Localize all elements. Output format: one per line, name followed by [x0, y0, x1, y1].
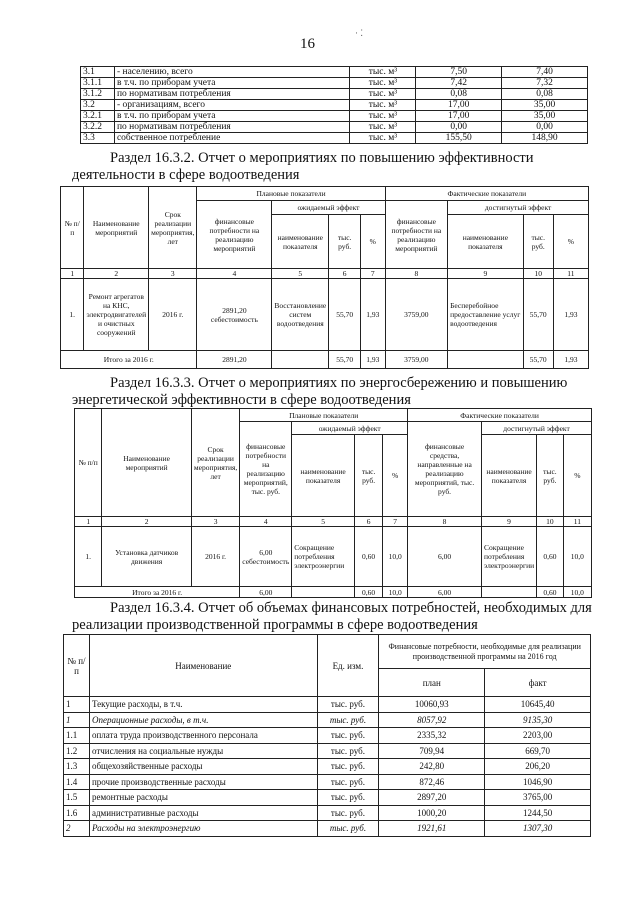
total-exp-pct: 10,0 — [383, 587, 408, 598]
header-num: № п/п — [61, 187, 84, 269]
row-name: собственное потребление — [114, 133, 349, 144]
column-number: 3 — [149, 269, 197, 279]
row-name: в т.ч. по приборам учета — [114, 78, 349, 89]
header-rub: тыс. руб. — [537, 435, 564, 517]
column-number: 7 — [383, 517, 408, 527]
row-fact: 10645,40 — [485, 697, 591, 713]
header-fin-plan: финансовые потребности на реализацию мероприятий — [197, 201, 272, 269]
total-fin-plan: 6,00 — [240, 587, 292, 598]
row-term: 2016 г. — [149, 279, 197, 351]
row-fact: 9135,30 — [485, 712, 591, 728]
row-code: 1.6 — [64, 805, 90, 821]
row-num: 1. — [61, 279, 84, 351]
row-fact: 1046,90 — [485, 774, 591, 790]
row-unit: тыс. руб. — [317, 774, 379, 790]
row-value-2: 0,08 — [502, 89, 588, 100]
total-ach-rub: 0,60 — [537, 587, 564, 598]
header-pct: % — [383, 435, 408, 517]
column-number: 9 — [482, 517, 537, 527]
row-value-2: 7,40 — [502, 67, 588, 78]
row-exp-rub: 0,60 — [354, 527, 382, 587]
row-code: 3.1 — [81, 67, 115, 78]
column-number: 4 — [197, 269, 272, 279]
header-achieved: достигнутый эффект — [448, 201, 589, 215]
row-value-1: 0,08 — [416, 89, 502, 100]
total-row — [75, 587, 592, 598]
table-row — [81, 133, 588, 144]
row-name: прочие производственные расходы — [89, 774, 317, 790]
page-number: 16 — [300, 36, 315, 52]
row-name: по нормативам потребления — [114, 122, 349, 133]
row-value-2: 7,32 — [502, 78, 588, 89]
row-plan: 8057,92 — [379, 712, 485, 728]
header-ind-name: наименование показателя — [482, 435, 537, 517]
column-number: 4 — [240, 517, 292, 527]
header-fin-fact: финансовые потребности на реализацию мероприятий — [385, 201, 448, 269]
energy-saving-table — [74, 408, 592, 598]
row-exp-name: Сокращение потребления электроэнергии — [292, 527, 355, 587]
table-row — [64, 743, 591, 759]
row-unit: тыс. м³ — [350, 133, 416, 144]
row-code: 1 — [64, 712, 90, 728]
header-name: Наименование мероприятий — [84, 187, 149, 269]
row-code: 1.4 — [64, 774, 90, 790]
table-row — [81, 111, 588, 122]
row-unit: тыс. м³ — [350, 122, 416, 133]
section-title-16-3-3: Раздел 16.3.3. Отчет о мероприятиях по энергосбережению и повышению энергетической эффективности в сфере водоотведения — [72, 375, 568, 408]
row-ach-pct: 1,93 — [553, 279, 588, 351]
column-number: 9 — [448, 269, 524, 279]
total-exp-rub: 0,60 — [354, 587, 382, 598]
column-number: 3 — [191, 517, 239, 527]
total-row — [61, 351, 589, 369]
row-name: - организациям, всего — [114, 100, 349, 111]
header-expected: ожидаемый эффект — [272, 201, 385, 215]
header-fin-plan: финансовые потребности на реализацию мероприятий, тыс. руб. — [240, 422, 292, 517]
row-value-1: 17,00 — [416, 111, 502, 122]
header-fin-fact: финансовые средства, направленные на реализацию мероприятий, тыс. руб. — [408, 422, 482, 517]
column-number: 1 — [61, 269, 84, 279]
row-fin-plan: 6,00 себестоимость — [240, 527, 292, 587]
row-plan: 709,94 — [379, 743, 485, 759]
header-plan: Плановые показатели — [197, 187, 385, 201]
row-ach-pct: 10,0 — [563, 527, 591, 587]
total-exp-rub: 55,70 — [329, 351, 361, 369]
header-term: Срок реализации мероприятия, лет — [149, 187, 197, 269]
table-row — [61, 279, 589, 351]
table-row — [81, 78, 588, 89]
total-ach-rub: 55,70 — [523, 351, 553, 369]
row-unit: тыс. руб. — [317, 728, 379, 744]
row-code: 3.2.1 — [81, 111, 115, 122]
row-code: 1.2 — [64, 743, 90, 759]
row-name: административные расходы — [89, 805, 317, 821]
row-term: 2016 г. — [191, 527, 239, 587]
row-plan: 242,80 — [379, 759, 485, 775]
row-value-1: 7,42 — [416, 78, 502, 89]
row-fact: 3765,00 — [485, 790, 591, 806]
table-row — [81, 67, 588, 78]
header-ind-name: наименование показателя — [292, 435, 355, 517]
row-name: по нормативам потребления — [114, 89, 349, 100]
row-exp-pct: 1,93 — [361, 279, 386, 351]
row-value-2: 0,00 — [502, 122, 588, 133]
header-fact: Фактические показатели — [408, 409, 592, 422]
row-code: 1.5 — [64, 790, 90, 806]
row-exp-rub: 55,70 — [329, 279, 361, 351]
header-rub: тыс. руб. — [329, 215, 361, 269]
header-fact: факт — [485, 669, 591, 697]
row-code: 3.3 — [81, 133, 115, 144]
efficiency-table — [60, 186, 589, 369]
total-fin-fact: 3759,00 — [385, 351, 448, 369]
row-unit: тыс. руб. — [317, 759, 379, 775]
table-row — [81, 100, 588, 111]
row-plan: 872,46 — [379, 774, 485, 790]
column-number: 2 — [84, 269, 149, 279]
header-name: Наименование — [89, 635, 317, 697]
column-number: 11 — [563, 517, 591, 527]
header-name: Наименование мероприятий — [102, 409, 192, 517]
header-fact: Фактические показатели — [385, 187, 588, 201]
row-unit: тыс. руб. — [317, 821, 379, 837]
column-number: 10 — [523, 269, 553, 279]
table-row — [81, 122, 588, 133]
row-unit: тыс. м³ — [350, 78, 416, 89]
table-row — [64, 821, 591, 837]
row-name: в т.ч. по приборам учета — [114, 111, 349, 122]
column-number: 7 — [361, 269, 386, 279]
top-table — [80, 66, 588, 144]
header-ind-name: наименование показателя — [448, 215, 524, 269]
row-fact: 669,70 — [485, 743, 591, 759]
row-code: 2 — [64, 821, 90, 837]
section-title-16-3-2: Раздел 16.3.2. Отчет о мероприятиях по повышению эффективности деятельности в сфере водоотведения — [72, 150, 534, 183]
row-value-1: 155,50 — [416, 133, 502, 144]
row-plan: 10060,93 — [379, 697, 485, 713]
column-number: 6 — [329, 269, 361, 279]
column-number: 11 — [553, 269, 588, 279]
row-unit: тыс. руб. — [317, 697, 379, 713]
row-fin-fact: 3759,00 — [385, 279, 448, 351]
row-plan: 2897,20 — [379, 790, 485, 806]
row-exp-pct: 10,0 — [383, 527, 408, 587]
row-name: Операционные расходы, в т.ч. — [89, 712, 317, 728]
header-plan: план — [379, 669, 485, 697]
row-code: 1.1 — [64, 728, 90, 744]
header-num: № п/п — [64, 635, 90, 697]
row-code: 3.1.2 — [81, 89, 115, 100]
row-value-2: 35,00 — [502, 100, 588, 111]
row-unit: тыс. м³ — [350, 67, 416, 78]
header-pct: % — [563, 435, 591, 517]
header-pct: % — [553, 215, 588, 269]
row-fact: 1307,30 — [485, 821, 591, 837]
row-value-2: 35,00 — [502, 111, 588, 122]
table-row — [64, 774, 591, 790]
table-row — [64, 712, 591, 728]
row-name: Текущие расходы, в т.ч. — [89, 697, 317, 713]
row-fact: 1244,50 — [485, 805, 591, 821]
row-ach-rub: 0,60 — [537, 527, 564, 587]
row-name: - населению, всего — [114, 67, 349, 78]
row-fin-fact: 6,00 — [408, 527, 482, 587]
row-unit: тыс. м³ — [350, 100, 416, 111]
table-row — [81, 89, 588, 100]
table-row — [64, 728, 591, 744]
column-number: 5 — [272, 269, 329, 279]
row-code: 3.2 — [81, 100, 115, 111]
row-code: 3.1.1 — [81, 78, 115, 89]
column-number: 8 — [408, 517, 482, 527]
row-fin-plan: 2891,20 себестоимость — [197, 279, 272, 351]
row-unit: тыс. руб. — [317, 743, 379, 759]
row-fact: 2203,00 — [485, 728, 591, 744]
header-rub: тыс. руб. — [354, 435, 382, 517]
row-fact: 206,20 — [485, 759, 591, 775]
column-number: 1 — [75, 517, 102, 527]
row-plan: 1000,20 — [379, 805, 485, 821]
row-unit: тыс. руб. — [317, 712, 379, 728]
header-expected: ожидаемый эффект — [292, 422, 408, 435]
row-num: 1. — [75, 527, 102, 587]
table-row — [64, 790, 591, 806]
total-ach-pct: 10,0 — [563, 587, 591, 598]
row-name: Установка датчиков движения — [102, 527, 192, 587]
total-ach-pct: 1,93 — [553, 351, 588, 369]
row-code: 1.3 — [64, 759, 90, 775]
scan-mark: · ⁚ — [355, 28, 364, 38]
header-num: № п/п — [75, 409, 102, 517]
table-row — [64, 759, 591, 775]
header-pct: % — [361, 215, 386, 269]
row-exp-name: Восстановление систем водоотведения — [272, 279, 329, 351]
column-number: 5 — [292, 517, 355, 527]
row-name: Ремонт агрегатов на КНС, электродвигателей и очистных сооружений — [84, 279, 149, 351]
row-plan: 1921,61 — [379, 821, 485, 837]
column-number: 2 — [102, 517, 192, 527]
header-rub: тыс. руб. — [523, 215, 553, 269]
row-name: Расходы на электроэнергию — [89, 821, 317, 837]
row-value-1: 0,00 — [416, 122, 502, 133]
column-number: 6 — [354, 517, 382, 527]
row-name: ремонтные расходы — [89, 790, 317, 806]
row-code: 3.2.2 — [81, 122, 115, 133]
table-row — [75, 527, 592, 587]
header-plan: Плановые показатели — [240, 409, 408, 422]
row-plan: 2335,32 — [379, 728, 485, 744]
table-row — [64, 805, 591, 821]
row-code: 1 — [64, 697, 90, 713]
total-label: Итого за 2016 г. — [75, 587, 240, 598]
total-fin-plan: 2891,20 — [197, 351, 272, 369]
row-name: общехозяйственные расходы — [89, 759, 317, 775]
row-unit: тыс. м³ — [350, 111, 416, 122]
row-name: отчисления на социальные нужды — [89, 743, 317, 759]
table-row — [64, 697, 591, 713]
header-term: Срок реализации мероприятия, лет — [191, 409, 239, 517]
header-achieved: достигнутый эффект — [482, 422, 592, 435]
header-unit: Ед. изм. — [317, 635, 379, 697]
total-label: Итого за 2016 г. — [61, 351, 197, 369]
row-unit: тыс. руб. — [317, 790, 379, 806]
column-number: 8 — [385, 269, 448, 279]
financial-needs-table — [63, 634, 591, 837]
section-title-16-3-4: Раздел 16.3.4. Отчет об объемах финансовых потребностей, необходимых для реализации производственной программы в сфере водоотведения — [72, 600, 592, 633]
header-ind-name: наименование показателя — [272, 215, 329, 269]
row-unit: тыс. м³ — [350, 89, 416, 100]
row-unit: тыс. руб. — [317, 805, 379, 821]
row-value-1: 7,50 — [416, 67, 502, 78]
total-exp-pct: 1,93 — [361, 351, 386, 369]
row-ach-name: Сокращение потребления электроэнергии — [482, 527, 537, 587]
row-ach-rub: 55,70 — [523, 279, 553, 351]
header-needs: Финансовые потребности, необходимые для реализации производственной программы на 2016 год — [379, 635, 591, 669]
column-number: 10 — [537, 517, 564, 527]
row-ach-name: Бесперебойное предоставление услуг водоотведения — [448, 279, 524, 351]
row-name: оплата труда производственного персонала — [89, 728, 317, 744]
row-value-2: 148,90 — [502, 133, 588, 144]
row-value-1: 17,00 — [416, 100, 502, 111]
total-fin-fact: 6,00 — [408, 587, 482, 598]
